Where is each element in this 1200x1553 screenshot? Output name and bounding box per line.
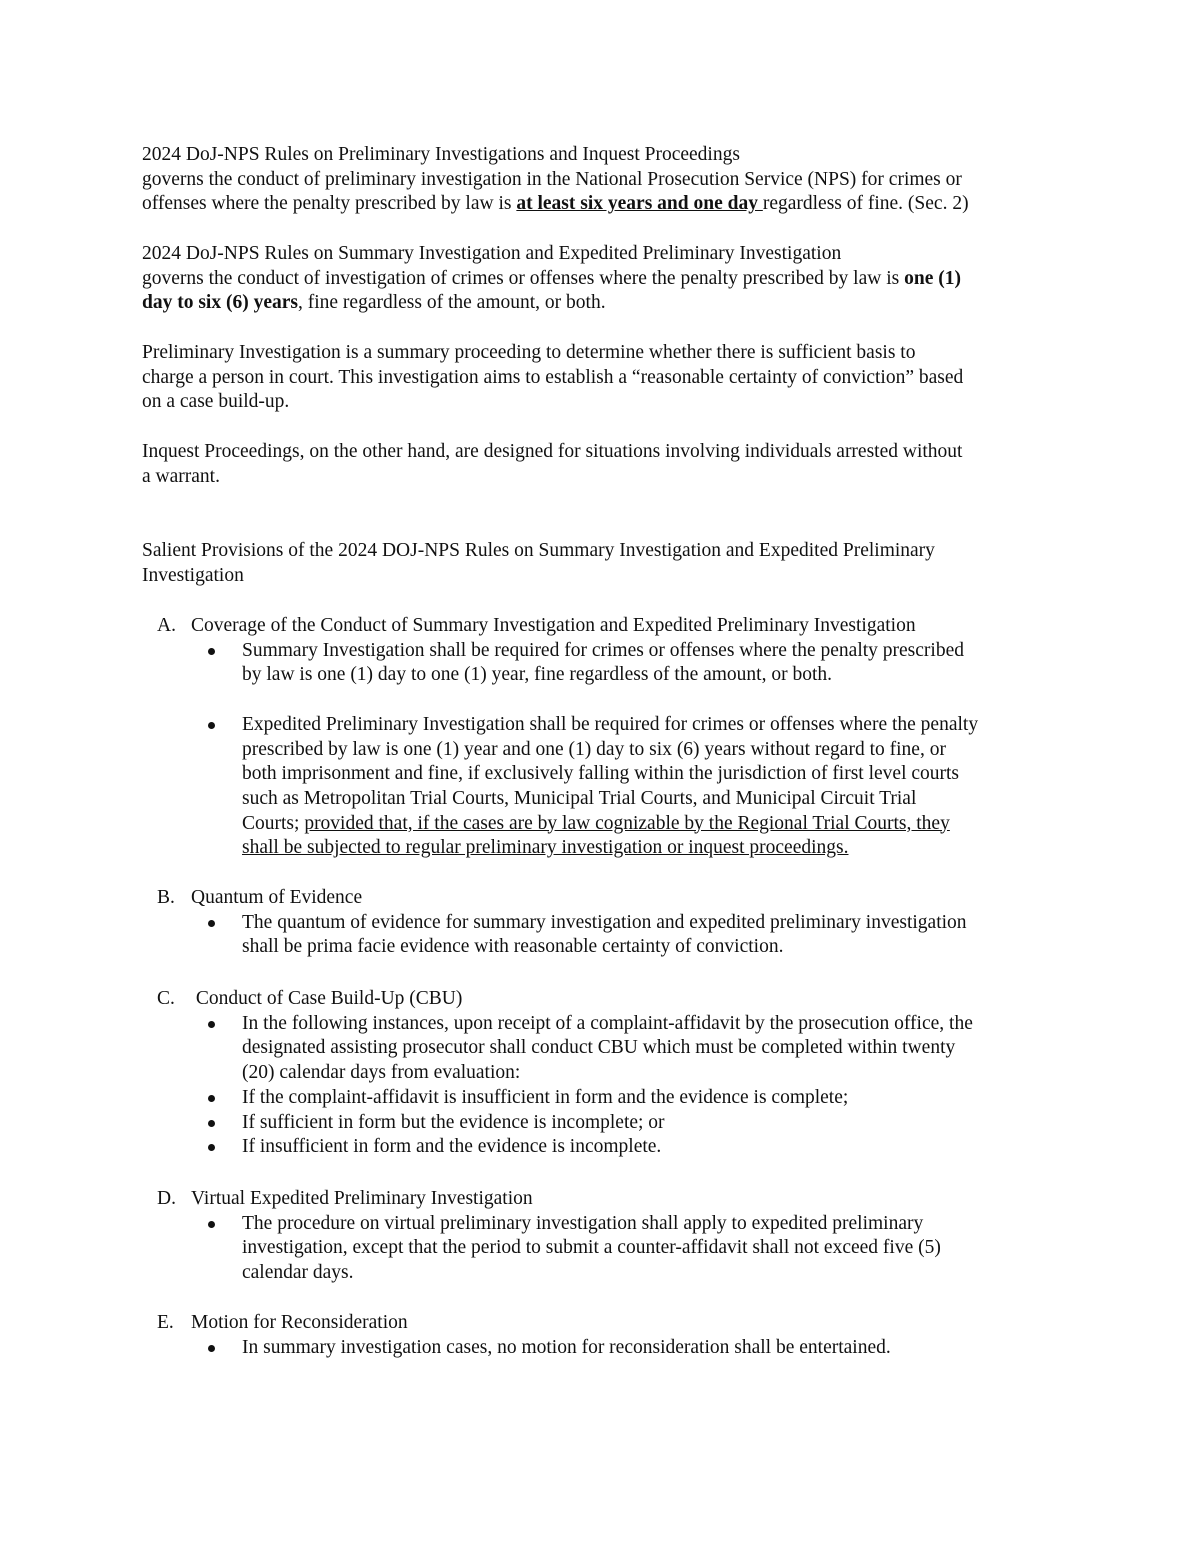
- bullet-line: [242, 836, 1062, 861]
- penalty-emphasis: day to six (6) years: [142, 292, 298, 314]
- paragraph-line: on a case build-up.: [142, 391, 290, 413]
- section-title: Motion for Reconsideration: [191, 1312, 408, 1333]
- section-title: Conduct of Case Build-Up (CBU): [191, 988, 463, 1009]
- section-letter: E.: [157, 1312, 174, 1333]
- penalty-emphasis: one (1): [904, 267, 961, 289]
- list-item: [142, 1135, 1062, 1160]
- list-item: [142, 1336, 1062, 1361]
- bullet-list: [142, 911, 1062, 960]
- paragraph-line: Inquest Proceedings, on the other hand, are designed for situations involving individuals arrested without: [142, 441, 963, 462]
- section-e: [142, 1311, 1062, 1360]
- spacer: [142, 688, 1062, 713]
- list-item: [142, 911, 1062, 960]
- section-c: [142, 987, 1062, 1160]
- proviso-underline: provided that, if the cases are by law cognizable by the Regional Trial Courts, they: [304, 812, 950, 834]
- bullet-line: shall be prima facie evidence with reasonable certainty of conviction.: [242, 936, 784, 958]
- bullet-line: If sufficient in form but the evidence is incomplete; or: [242, 1111, 665, 1133]
- bullet-line: In the following instances, upon receipt of a complaint-affidavit by the prosecution office, the: [242, 1012, 973, 1034]
- bullet-icon: [208, 1144, 215, 1151]
- paragraph-line: Preliminary Investigation is a summary proceeding to determine whether there is sufficient basis to: [142, 342, 916, 363]
- salient-heading: [142, 539, 1062, 588]
- section-heading: [142, 614, 1062, 639]
- text-run: offenses where the penalty prescribed by law is: [142, 193, 517, 215]
- bullet-line: [242, 812, 1062, 837]
- heading-line: Salient Provisions of the 2024 DOJ-NPS Rules on Summary Investigation and Expedited Preliminary: [142, 540, 935, 561]
- bullet-line: (20) calendar days from evaluation:: [242, 1062, 521, 1084]
- section-heading: [142, 1311, 1062, 1336]
- rules-pi-paragraph: [142, 143, 1062, 217]
- bullet-line: The procedure on virtual preliminary investigation shall apply to expedited preliminary: [242, 1212, 924, 1234]
- section-title: Quantum of Evidence: [191, 887, 363, 908]
- section-letter: B.: [157, 887, 175, 908]
- section-title: Virtual Expedited Preliminary Investigation: [191, 1188, 533, 1209]
- section-heading: [142, 987, 1062, 1012]
- rules-si-paragraph: [142, 242, 1062, 316]
- bullet-line: designated assisting prosecutor shall conduct CBU which must be completed within twenty: [242, 1037, 956, 1059]
- bullet-icon: [208, 920, 215, 927]
- rules-si-line: [142, 291, 1062, 316]
- bullet-line: investigation, except that the period to submit a counter-affidavit shall not exceed five (5): [242, 1237, 941, 1259]
- section-letter: D.: [157, 1188, 176, 1209]
- bullet-list: [142, 639, 1062, 861]
- section-heading: [142, 886, 1062, 911]
- bullet-icon: [208, 1221, 215, 1228]
- bullet-icon: [208, 1345, 215, 1352]
- text-run: Courts;: [242, 812, 305, 834]
- paragraph-line: a warrant.: [142, 465, 220, 487]
- bullet-line: by law is one (1) day to one (1) year, fine regardless of the amount, or both.: [242, 664, 832, 686]
- section-title: Coverage of the Conduct of Summary Investigation and Expedited Preliminary Investigation: [191, 615, 916, 636]
- bullet-icon: [208, 648, 215, 655]
- bullet-line: Expedited Preliminary Investigation shall be required for crimes or offenses where the penalty: [242, 713, 979, 735]
- rules-pi-line: governs the conduct of preliminary investigation in the National Prosecution Service (NPS) for crimes or: [142, 168, 962, 190]
- pi-definition-paragraph: [142, 341, 1062, 415]
- section-letter: C.: [157, 988, 175, 1009]
- heading-line: Investigation: [142, 564, 244, 586]
- bullet-line: prescribed by law is one (1) year and one (1) day to six (6) years without regard to fine, or: [242, 738, 946, 760]
- bullet-icon: [208, 1095, 215, 1102]
- inquest-paragraph: [142, 440, 1062, 489]
- bullet-list: [142, 1336, 1062, 1361]
- bullet-list: [142, 1212, 1062, 1286]
- section-b: [142, 886, 1062, 960]
- bullet-line: In summary investigation cases, no motion for reconsideration shall be entertained.: [242, 1336, 891, 1358]
- rules-pi-line: [142, 192, 1062, 217]
- bullet-line: both imprisonment and fine, if exclusively falling within the jurisdiction of first level courts: [242, 763, 960, 785]
- bullet-icon: [208, 722, 215, 729]
- bullet-icon: [208, 1021, 215, 1028]
- section-a: [142, 614, 1062, 861]
- bullet-line: such as Metropolitan Trial Courts, Municipal Trial Courts, and Municipal Circuit Trial: [242, 787, 917, 809]
- paragraph-line: charge a person in court. This investigation aims to establish a “reasonable certainty of conviction” based: [142, 366, 964, 388]
- section-letter: A.: [157, 615, 176, 636]
- bullet-list: [142, 1012, 1062, 1160]
- bullet-line: The quantum of evidence for summary investigation and expedited preliminary investigation: [242, 911, 967, 933]
- rules-si-title: 2024 DoJ-NPS Rules on Summary Investigation and Expedited Preliminary Investigation: [142, 243, 842, 264]
- list-item: [142, 639, 1062, 688]
- list-item: [142, 1086, 1062, 1111]
- section-d: [142, 1187, 1062, 1286]
- text-run: regardless of fine. (Sec. 2): [762, 193, 969, 215]
- penalty-emphasis: at least six years and one day: [516, 193, 763, 215]
- text-run: governs the conduct of investigation of crimes or offenses where the penalty prescribed by law is: [142, 267, 905, 289]
- list-item: [142, 1212, 1062, 1286]
- bullet-line: If insufficient in form and the evidence is incomplete.: [242, 1136, 662, 1158]
- proviso-underline: shall be subjected to regular preliminary investigation or inquest proceedings.: [242, 837, 849, 859]
- bullet-line: calendar days.: [242, 1262, 354, 1284]
- rules-pi-title: 2024 DoJ-NPS Rules on Preliminary Investigations and Inquest Proceedings: [142, 144, 740, 165]
- rules-si-line: [142, 267, 1062, 292]
- section-heading: [142, 1187, 1062, 1212]
- list-item: [142, 1012, 1062, 1086]
- bullet-icon: [208, 1120, 215, 1127]
- list-item: [142, 1111, 1062, 1136]
- bullet-line: If the complaint-affidavit is insufficient in form and the evidence is complete;: [242, 1086, 849, 1108]
- list-item: [142, 713, 1062, 861]
- text-run: , fine regardless of the amount, or both.: [297, 292, 606, 314]
- bullet-line: Summary Investigation shall be required for crimes or offenses where the penalty prescribed: [242, 639, 964, 661]
